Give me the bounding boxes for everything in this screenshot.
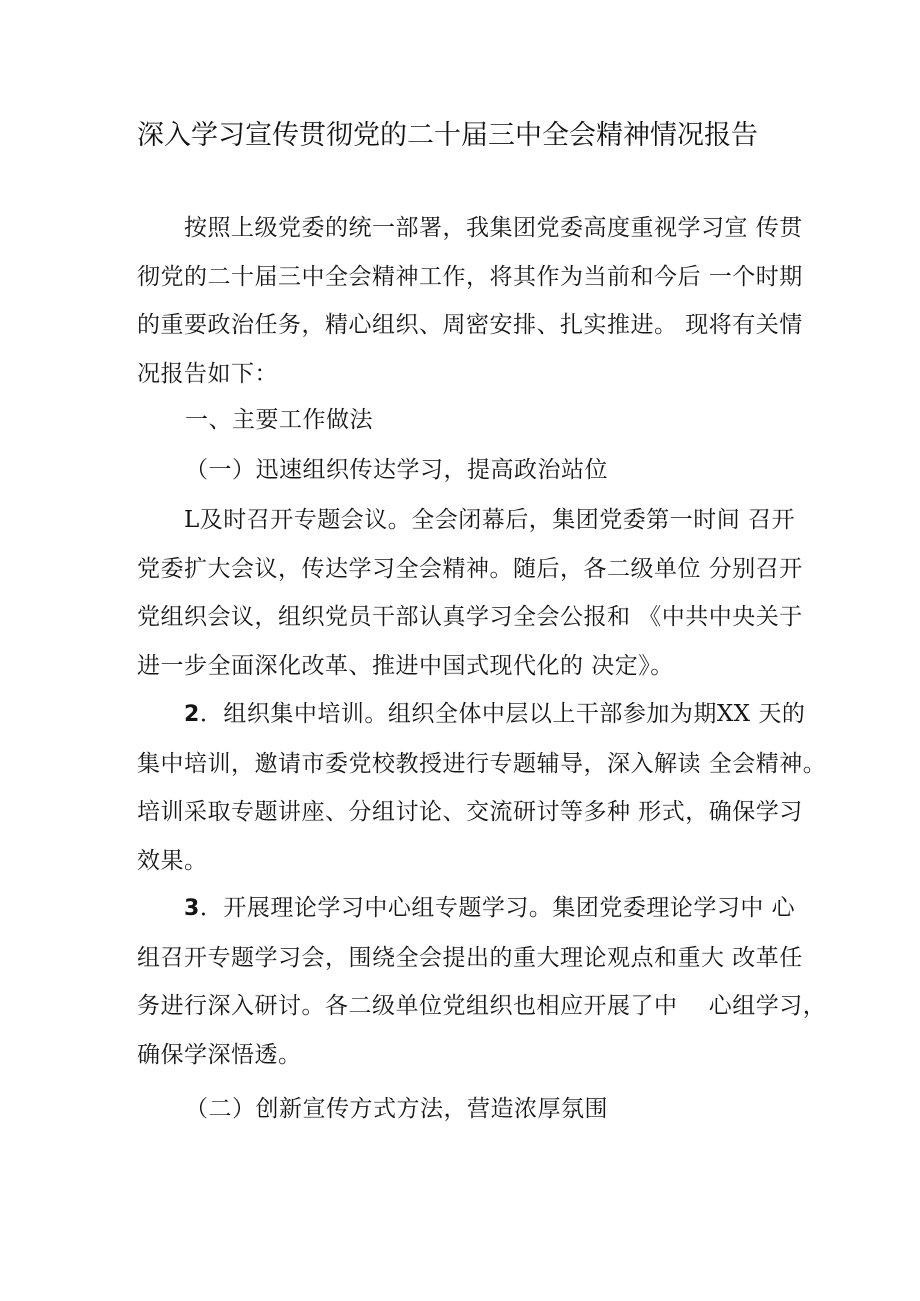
document-title: 深入学习宣传贯彻党的二十届三中全会精神情况报告 [137,120,758,151]
item-2-line-2: 集中培训，邀请市委党校教授进行专题辅导，深入解读 全会精神。 [137,750,827,777]
item-3-line-3: 务进行深入研讨。各二级单位党组织也相应开展了中 心组学习， [137,993,827,1019]
item-2-line-3: 培训采取专题讲座、分组讨论、交流研讨等多种 形式，确保学习 [137,799,803,825]
item-1-line-2: 党委扩大会议，传达学习全会精神。随后，各二级单位 分别召开 [137,555,803,582]
intro-line-2: 彻党的二十届三中全会精神工作，将其作为当前和今后 一个时期 [137,263,803,290]
intro-line-4: 况报告如下： [137,360,278,387]
item-1-line-3: 党组织会议，组织党员干部认真学习全会公报和 《中共中央关于 [137,604,803,630]
subsection-heading-1: （一）迅速组织传达学习，提高政治站位 [185,457,608,483]
item-3-first-line: ．开展理论学习中心组专题学习。集团党委理论学习中 心 [199,895,796,921]
item-2-first-line: ．组织集中培训。组织全体中层以上干部参加为期XX 天的 [199,701,806,727]
subsection-heading-2: （二）创新宣传方式方法，营造浓厚氛围 [185,1096,608,1122]
item-3-line-4: 确保学深悟透。 [137,1041,302,1068]
item-3-line-2: 组召开专题学习会，围绕全会提出的重大理论观点和重大 改革任 [137,944,803,971]
item-3-line-1 [137,884,797,934]
item-1-paragraph [137,496,803,690]
item-3-number: 3 [184,896,200,921]
item-1-line-4: 进一步全面深化改革、推进中国式现代化的 决定》。 [137,652,674,679]
item-2-line-1 [137,690,806,740]
section-heading-1: 一、主要工作做法 [185,407,373,433]
item-1-line-1: L及时召开专题会议。全会闭幕后，集团党委第一时间 召开 [184,507,796,533]
intro-line-3: 的重要政治任务，精心组织、周密安排、扎实推进。 现将有关情 [137,312,803,338]
item-2-line-4: 效果。 [137,847,208,874]
intro-paragraph [137,204,803,398]
item-2-paragraph [137,690,827,885]
item-2-number: 2 [184,702,200,727]
intro-line-1: 按照上级党委的统一部署，我集团党委高度重视学习宣 传贯 [184,215,803,241]
item-3-paragraph [137,884,827,1079]
